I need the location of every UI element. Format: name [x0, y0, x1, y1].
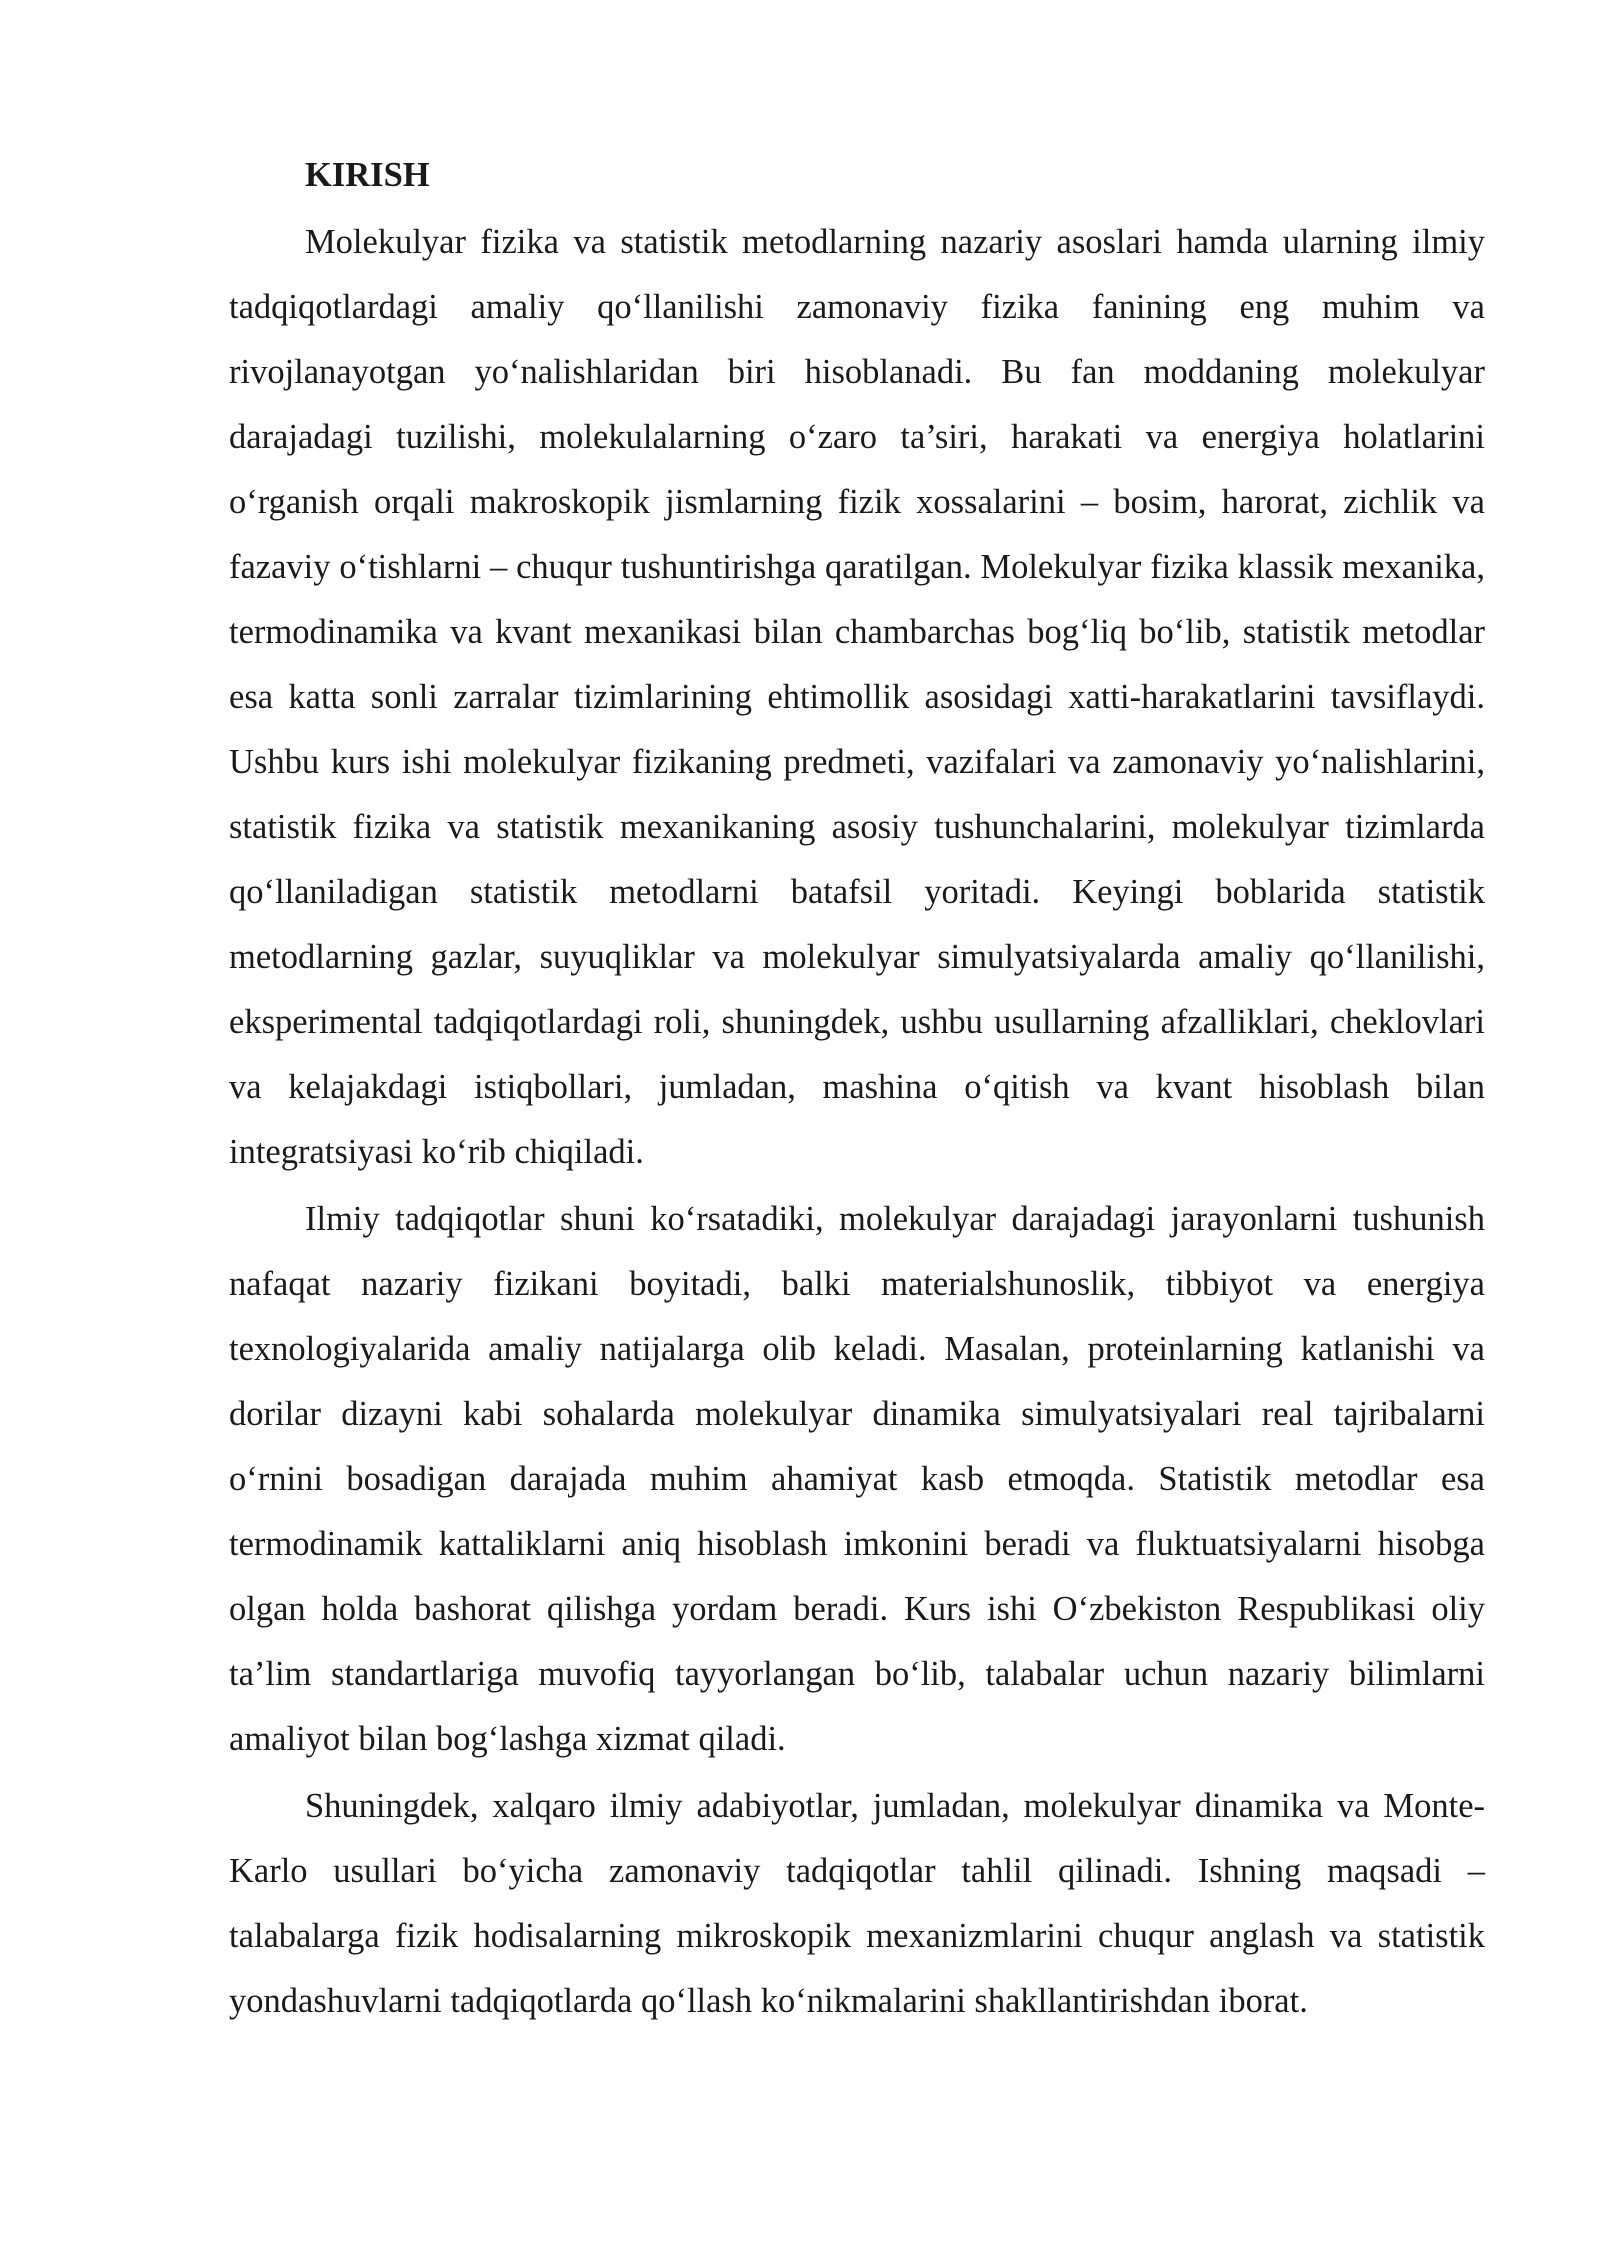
paragraph-intro: Molekulyar fizika va statistik metodlarning nazariy asoslari hamda ularning ilmiy tadqiqotlardagi amaliy qo‘llanilishi zamonaviy fizika fanining eng muhim va rivojlanayotgan yo‘nalishlaridan biri hisoblanadi. Bu fan moddaning molekulyar darajadagi tuzilishi, molekulalarning o‘zaro ta’siri, harakati va energiya holatlarini o‘rganish orqali makroskopik jismlarning fizik xossalarini – bosim, harorat, zichlik va fazaviy o‘tishlarni – chuqur tushuntirishga qaratilgan. Molekulyar fizika klassik mexanika, termodinamika va kvant mexanikasi bilan chambarchas bog‘liq bo‘lib, statistik metodlar esa katta sonli zarralar tizimlarining ehtimollik asosidagi xatti-harakatlarini tavsiflaydi. Ushbu kurs ishi molekulyar fizikaning predmeti, vazifalari va zamonaviy yo‘nalishlarini, statistik fizika va statistik mexanikaning asosiy tushunchalarini, molekulyar tizimlarda qo‘llaniladigan statistik metodlarni batafsil yoritadi. Keyingi boblarida statistik metodlarning gazlar, suyuqliklar va molekulyar simulyatsiyalarda amaliy qo‘llanilishi, eksperimental tadqiqotlardagi roli, shuningdek, ushbu usullarning afzalliklari, cheklovlari va kelajakdagi istiqbollari, jumladan, mashina o‘qitish va kvant hisoblash bilan integratsiyasi ko‘rib chiqiladi.: [229, 223, 1485, 1171]
document-body: [229, 148, 1485, 2034]
section-heading: KIRISH: [305, 156, 430, 194]
paragraph-aim: Shuningdek, xalqaro ilmiy adabiyotlar, jumladan, molekulyar dinamika va Monte-Karlo usullari bo‘yicha zamonaviy tadqiqotlar tahlil qilinadi. Ishning maqsadi – talabalarga fizik hodisalarning mikroskopik mexanizmlarini chuqur anglash va statistik yondashuvlarni tadqiqotlarda qo‘llash ko‘nikmalarini shakllantirishdan iborat.: [229, 1787, 1485, 2020]
paragraph-research: Ilmiy tadqiqotlar shuni ko‘rsatadiki, molekulyar darajadagi jarayonlarni tushunish nafaqat nazariy fizikani boyitadi, balki materialshunoslik, tibbiyot va energiya texnologiyalarida amaliy natijalarga olib keladi. Masalan, proteinlarning katlanishi va dorilar dizayni kabi sohalarda molekulyar dinamika simulyatsiyalari real tajribalarni o‘rnini bosadigan darajada muhim ahamiyat kasb etmoqda. Statistik metodlar esa termodinamik kattaliklarni aniq hisoblash imkonini beradi va fluktuatsiyalarni hisobga olgan holda bashorat qilishga yordam beradi. Kurs ishi O‘zbekiston Respublikasi oliy ta’lim standartlariga muvofiq tayyorlangan bo‘lib, talabalar uchun nazariy bilimlarni amaliyot bilan bog‘lashga xizmat qiladi.: [229, 1200, 1485, 1758]
